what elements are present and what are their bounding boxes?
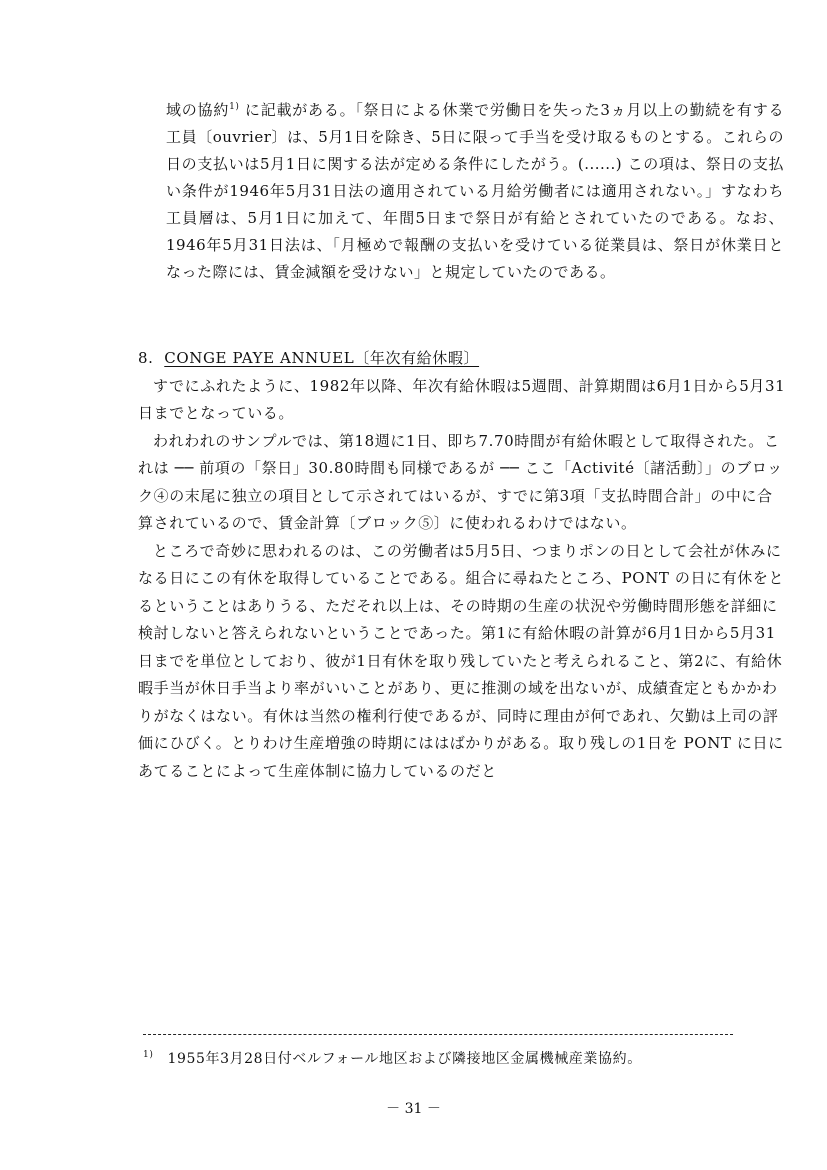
footnote — [143, 1048, 642, 1068]
body-paragraph — [166, 94, 784, 286]
section-heading — [138, 345, 788, 373]
page-number: － 31 － — [386, 1101, 441, 1117]
paragraph-text — [166, 94, 784, 286]
section-paragraph-1: すでにふれたように、1982年以降、年次有給休暇は5週間、計算期間は6月1日から5月31日までとなっている。 — [138, 376, 786, 422]
section-title: CONGE PAYE ANNUEL〔年次有給休暇〕 — [164, 349, 480, 367]
footnote-divider — [143, 1034, 733, 1035]
section-paragraph-2: われわれのサンプルでは、第18週に1日、即ち7.70時間が有給休暇として取得された。これは ── 前項の「祭日」30.80時間も同様であるが ── ここ「Activité〔諸活動〕」のブロック④の末尾に独立の項目として示されてはいるが、すでに第3項「支払時間合計」の中に合算されているので、賃金計算〔ブロック⑤〕に使われるわけではない。 — [138, 431, 783, 532]
paragraph-rest: に記載がある。「祭日による休業で労働日を失った3ヵ月以上の勤続を有する工員〔ouvrier〕は、5月1日を除き、5日に限って手当を受け取るものとする。これらの日の支払いは5月1日に関する法が定める条件にしたがう。(......) この項は、祭日の支払い条件が1946年5月31日法の適用されている月給労働者には適用されない。」すなわち工員層は、5月1日に加えて、年間5日まで祭日が有給とされていたのである。なお、1946年5月31日法は、「月極めで報酬の支払いを受けている従業員は、祭日が休業日となった際には、賃金減額を受けない」と規定していたのである。 — [166, 101, 784, 281]
section-8 — [138, 345, 788, 785]
section-paragraph-3: ところで奇妙に思われるのは、この労働者は5月5日、つまりポンの日として会社が休みになる日にこの有休を取得していることである。組合に尋ねたところ、PONT の日に有休をとるということはありうる、ただそれ以上は、その時期の生産の状況や労働時間形態を詳細に検討しないと答えられないということであった。第1に有給休暇の計算が6月1日から5月31日までを単位としており、彼が1日有休を取り残していたと考えられること、第2に、有給休暇手当が休日手当より率がいいことがあり、更に推測の域を出ないが、成績査定ともかかわりがなくはない。有休は当然の権利行使であるが、同時に理由が何であれ、欠勤は上司の評価にひびく。とりわけ生産増強の時期にははばかりがある。取り残しの1日を PONT に日にあてることによって生産体制に協力しているのだと — [138, 541, 785, 780]
section-number: 8. — [138, 349, 154, 367]
footnote-text: 1955年3月28日付ベルフォール地区および隣接地区金属機械産業協約。 — [167, 1051, 642, 1067]
footnote-reference: 1) — [229, 102, 240, 112]
footnote-marker: 1) — [143, 1050, 154, 1061]
paragraph-lead: 域の協約 — [166, 101, 230, 119]
